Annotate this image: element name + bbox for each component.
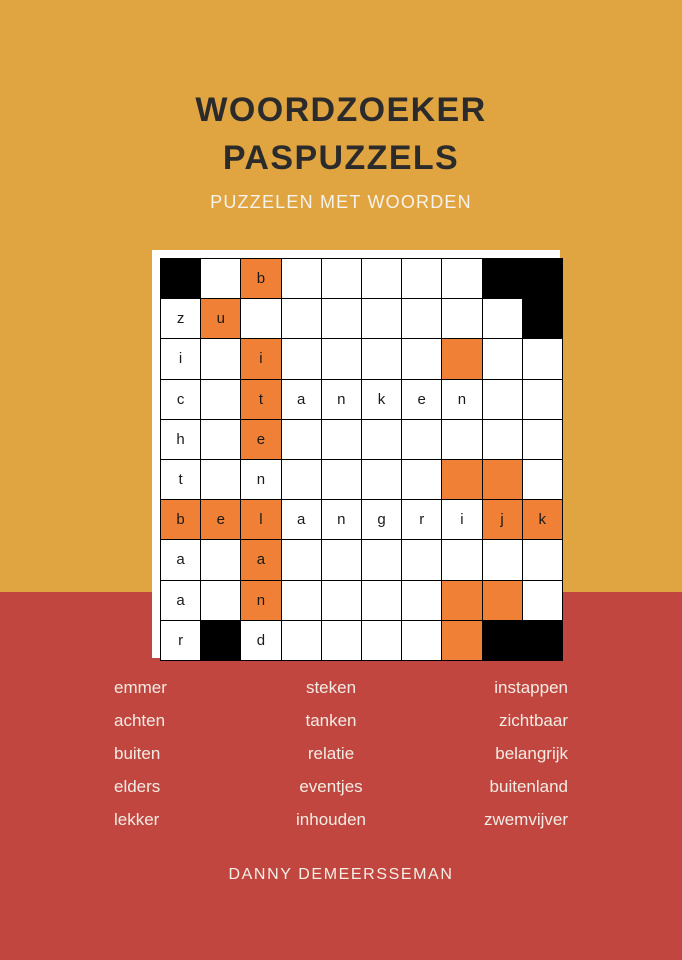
grid-cell[interactable] — [361, 459, 401, 499]
grid-cell[interactable]: a — [161, 540, 201, 580]
grid-row — [161, 620, 563, 660]
grid-cell[interactable]: g — [361, 500, 401, 540]
grid-cell[interactable] — [482, 379, 522, 419]
grid-row — [161, 379, 563, 419]
word-column-2 — [276, 672, 386, 835]
grid-cell[interactable] — [321, 540, 361, 580]
grid-cell[interactable] — [201, 540, 241, 580]
grid-cell[interactable] — [402, 459, 442, 499]
grid-cell[interactable] — [522, 580, 562, 620]
grid-cell[interactable] — [281, 339, 321, 379]
grid-cell[interactable] — [201, 620, 241, 660]
word-item: emmer — [114, 678, 167, 697]
grid-cell[interactable]: t — [161, 459, 201, 499]
word-item: instappen — [494, 678, 568, 697]
grid-cell[interactable] — [442, 299, 482, 339]
word-item: achten — [114, 711, 166, 730]
grid-cell[interactable]: a — [161, 580, 201, 620]
grid-cell[interactable]: r — [402, 500, 442, 540]
grid-cell[interactable] — [402, 259, 442, 299]
grid-cell[interactable] — [321, 339, 361, 379]
grid-cell[interactable]: n — [321, 379, 361, 419]
grid-cell[interactable] — [201, 419, 241, 459]
grid-cell[interactable] — [201, 580, 241, 620]
grid-cell[interactable] — [522, 339, 562, 379]
word-item: steken — [305, 678, 357, 697]
word-column-1 — [114, 672, 214, 835]
grid-cell[interactable] — [201, 379, 241, 419]
grid-cell[interactable]: n — [241, 459, 281, 499]
grid-cell[interactable] — [281, 580, 321, 620]
grid-cell[interactable] — [442, 419, 482, 459]
grid-cell[interactable] — [402, 299, 442, 339]
grid-cell[interactable] — [201, 339, 241, 379]
grid-cell[interactable] — [402, 419, 442, 459]
grid-cell[interactable] — [522, 540, 562, 580]
grid-cell[interactable]: r — [161, 620, 201, 660]
word-search-grid — [152, 250, 560, 658]
word-item: buitenland — [489, 777, 568, 796]
grid-cell[interactable] — [442, 620, 482, 660]
subtitle: PUZZELEN MET WOORDEN — [210, 192, 472, 212]
grid-cell[interactable] — [522, 620, 562, 660]
grid-cell[interactable] — [321, 580, 361, 620]
grid-cell[interactable] — [321, 299, 361, 339]
word-item: tanken — [305, 711, 357, 730]
grid-cell[interactable] — [281, 459, 321, 499]
grid-cell[interactable] — [361, 419, 401, 459]
grid-cell[interactable] — [522, 299, 562, 339]
grid-cell[interactable]: z — [161, 299, 201, 339]
grid-cell[interactable] — [281, 540, 321, 580]
word-item: belangrijk — [495, 744, 568, 763]
word-item: buiten — [114, 744, 161, 763]
grid-cell[interactable] — [201, 259, 241, 299]
grid-cell[interactable] — [482, 259, 522, 299]
grid-cell[interactable] — [361, 620, 401, 660]
grid-cell[interactable] — [281, 259, 321, 299]
grid-cell[interactable]: a — [241, 540, 281, 580]
grid-cell[interactable] — [361, 259, 401, 299]
word-item: lekker — [114, 810, 160, 829]
grid-cell[interactable]: i — [241, 339, 281, 379]
word-item: zwemvijver — [483, 810, 568, 829]
grid-cell[interactable] — [442, 580, 482, 620]
grid-row — [161, 339, 563, 379]
grid-cell[interactable]: d — [241, 620, 281, 660]
grid-cell[interactable]: h — [161, 419, 201, 459]
grid-cell[interactable]: n — [321, 500, 361, 540]
grid-cell[interactable]: c — [161, 379, 201, 419]
grid-cell[interactable]: j — [482, 500, 522, 540]
grid-cell[interactable] — [442, 259, 482, 299]
grid-cell[interactable] — [482, 580, 522, 620]
grid-cell[interactable] — [321, 419, 361, 459]
grid-cell[interactable]: e — [241, 419, 281, 459]
grid-row — [161, 540, 563, 580]
grid-cell[interactable] — [361, 580, 401, 620]
grid-cell[interactable] — [281, 419, 321, 459]
grid-cell[interactable] — [281, 620, 321, 660]
grid-cell[interactable] — [442, 540, 482, 580]
grid-cell[interactable]: n — [241, 580, 281, 620]
grid-cell[interactable] — [321, 620, 361, 660]
grid-cell[interactable]: i — [442, 500, 482, 540]
grid-cell[interactable]: e — [201, 500, 241, 540]
grid-cell[interactable] — [522, 459, 562, 499]
grid-cell[interactable]: u — [201, 299, 241, 339]
grid-cell[interactable] — [522, 379, 562, 419]
grid-cell[interactable]: t — [241, 379, 281, 419]
grid-row — [161, 459, 563, 499]
grid-cell[interactable] — [321, 259, 361, 299]
grid-cell[interactable]: e — [402, 379, 442, 419]
grid-table — [160, 258, 563, 661]
grid-cell[interactable]: k — [522, 500, 562, 540]
grid-cell[interactable] — [201, 459, 241, 499]
grid-cell[interactable]: b — [241, 259, 281, 299]
grid-cell[interactable] — [482, 419, 522, 459]
word-item: relatie — [307, 744, 355, 763]
grid-cell[interactable] — [482, 299, 522, 339]
grid-cell[interactable]: i — [161, 339, 201, 379]
grid-cell[interactable] — [442, 339, 482, 379]
grid-cell[interactable] — [482, 339, 522, 379]
grid-cell[interactable]: a — [281, 379, 321, 419]
grid-cell[interactable]: b — [161, 500, 201, 540]
word-item: eventjes — [299, 777, 363, 796]
grid-cell[interactable] — [161, 259, 201, 299]
author-name: DANNY DEMEERSSEMAN — [228, 866, 454, 883]
grid-cell[interactable] — [402, 580, 442, 620]
word-item: elders — [114, 777, 161, 796]
grid-cell[interactable]: a — [281, 500, 321, 540]
grid-cell[interactable] — [522, 419, 562, 459]
title-line-2: PASPUZZELS — [222, 139, 460, 177]
grid-cell[interactable] — [402, 339, 442, 379]
grid-cell[interactable] — [241, 299, 281, 339]
word-column-3 — [448, 672, 568, 835]
grid-row — [161, 259, 563, 299]
grid-cell[interactable] — [361, 339, 401, 379]
grid-cell[interactable] — [361, 540, 401, 580]
grid-cell[interactable] — [482, 459, 522, 499]
grid-row — [161, 580, 563, 620]
grid-cell[interactable]: n — [442, 379, 482, 419]
word-item: zichtbaar — [499, 711, 568, 730]
grid-cell[interactable] — [522, 259, 562, 299]
grid-cell[interactable] — [482, 620, 522, 660]
grid-cell[interactable] — [321, 459, 361, 499]
grid-cell[interactable]: k — [361, 379, 401, 419]
grid-cell[interactable] — [281, 299, 321, 339]
grid-row — [161, 299, 563, 339]
grid-cell[interactable]: l — [241, 500, 281, 540]
grid-cell[interactable] — [442, 459, 482, 499]
grid-cell[interactable] — [361, 299, 401, 339]
word-item: inhouden — [296, 810, 366, 829]
grid-cell[interactable] — [402, 620, 442, 660]
word-list — [0, 672, 682, 835]
title-line-1: WOORDZOEKER — [195, 91, 487, 129]
grid-body — [161, 259, 563, 661]
grid-cell[interactable] — [482, 540, 522, 580]
grid-cell[interactable] — [402, 540, 442, 580]
title-block — [0, 86, 682, 213]
grid-row — [161, 419, 563, 459]
grid-row — [161, 500, 563, 540]
